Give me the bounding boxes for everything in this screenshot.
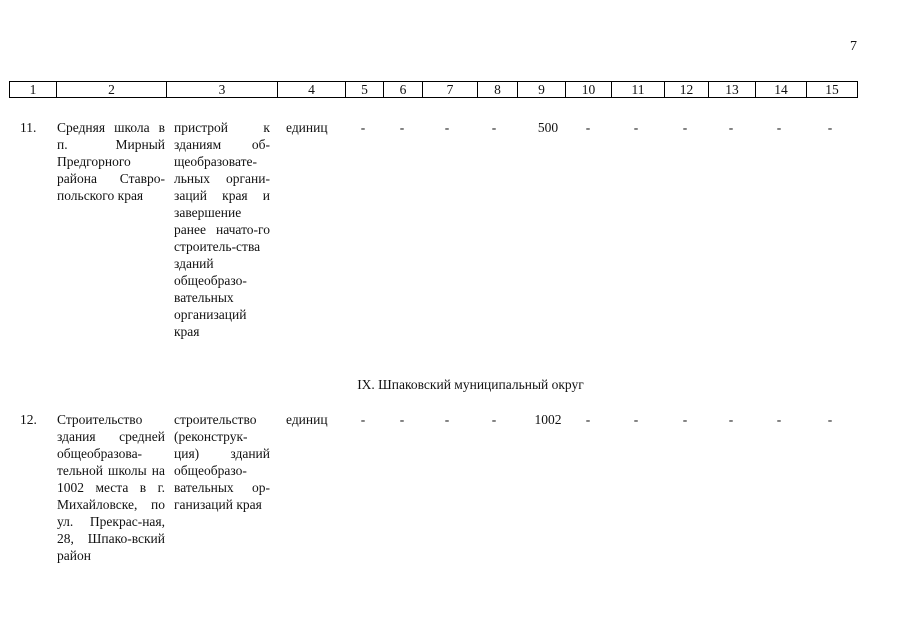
value-col-15: - [827,412,833,427]
header-col-13: 13 [709,82,756,98]
value-col-9: 500 [537,120,559,135]
value-col-14: - [776,120,782,135]
value-col-15: - [827,120,833,135]
direction-text: строительство (реконструк-ция) зданий общеобразо-вательных ор-ганизаций края [174,412,270,512]
section-title: IX. Шпаковский муниципальный округ [357,377,584,392]
value-col-5: - [360,120,366,135]
direction-text: пристрой к зданиям об-щеобразовате-льных органи-заций края и завершение ранее начато-го строитель-ства зданий общеобразо-вательных организаций края [174,120,270,339]
value-col-9: 1002 [534,412,562,427]
header-col-1: 1 [10,82,57,98]
value-col-10: - [585,412,591,427]
value-col-14: - [776,412,782,427]
object-name: Строительство здания средней общеобразова-тельной школы на 1002 места в г. Михайловске, по ул. Прекрас-ная, 28, Шпако-вский район [57,412,165,563]
value-col-8: - [491,412,497,427]
unit-text: единиц [286,412,328,427]
header-col-3: 3 [167,82,278,98]
value-col-12: - [682,120,688,135]
column-number-header [9,81,858,98]
value-col-7: - [444,120,450,135]
header-col-6: 6 [384,82,423,98]
header-col-2: 2 [57,82,167,98]
header-col-12: 12 [665,82,709,98]
header-col-5: 5 [346,82,384,98]
value-col-8: - [491,120,497,135]
value-col-12: - [682,412,688,427]
object-name: Средняя школа в п. Мирный Предгорного района Ставро-польского края [57,120,165,203]
page-number: 7 [850,39,857,54]
header-col-11: 11 [612,82,665,98]
value-col-6: - [399,120,405,135]
value-col-7: - [444,412,450,427]
header-col-4: 4 [278,82,346,98]
row-number: 11. [20,120,37,135]
value-col-6: - [399,412,405,427]
value-col-10: - [585,120,591,135]
header-col-10: 10 [566,82,612,98]
header-col-7: 7 [423,82,478,98]
value-col-11: - [633,120,639,135]
header-col-8: 8 [478,82,518,98]
header-col-9: 9 [518,82,566,98]
value-col-13: - [728,120,734,135]
header-col-15: 15 [807,82,858,98]
row-number: 12. [20,412,37,427]
value-col-5: - [360,412,366,427]
unit-text: единиц [286,120,328,135]
value-col-13: - [728,412,734,427]
header-col-14: 14 [756,82,807,98]
value-col-11: - [633,412,639,427]
